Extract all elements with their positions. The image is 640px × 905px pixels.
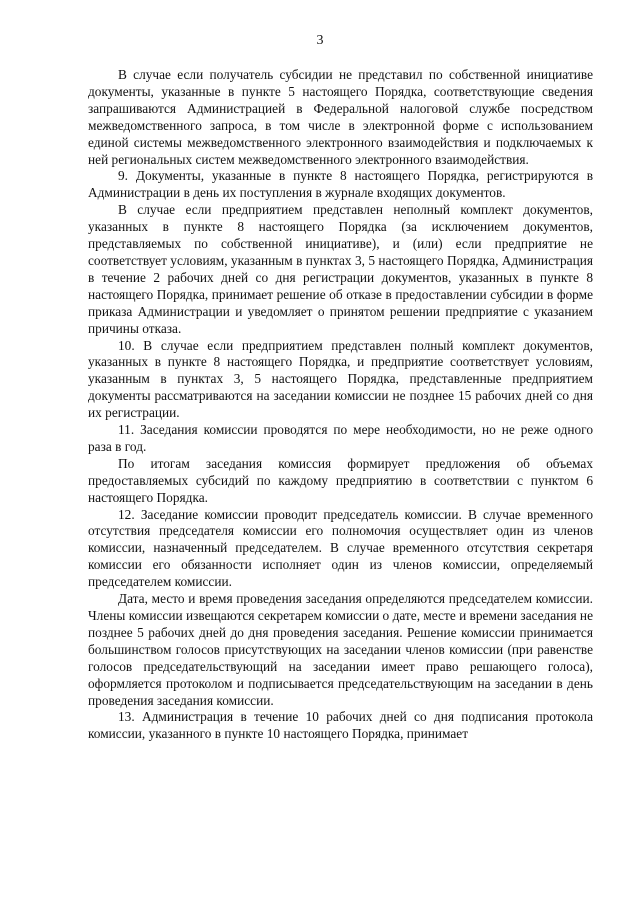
paragraph-meeting-procedure: Дата, место и время проведения заседания определяются председателем комиссии. Члены комиссии извещаются секретарем комиссии о дате, месте и времени заседания не позднее 5 рабочих дней до дня проведения заседания. Решение комиссии принимается большинством голосов присутствующих на заседании членов комиссии (при равенстве голосов председательствующий на заседании имеет право решающего голоса), оформляется протоколом и подписывается председательствующим на заседании в день проведения заседания комиссии. (88, 591, 593, 708)
document-body (88, 67, 593, 743)
page-number: 3 (316, 33, 324, 48)
paragraph-13-administration: 13. Администрация в течение 10 рабочих дней со дня подписания протокола комиссии, указанного в пункте 10 настоящего Порядка, принимает (88, 709, 593, 742)
paragraph-10-review: 10. В случае если предприятием представлен полный комплект документов, указанных в пункте 8 настоящего Порядка, и предприятие соответствует условиям, указанным в пунктах 3, 5 настоящего Порядка, представленные предприятием документы рассматриваются на заседании комиссии не позднее 15 рабочих дней со дня их регистрации. (88, 337, 593, 421)
paragraph-11-meetings: 11. Заседания комиссии проводятся по мере необходимости, но не реже одного раза в год. (88, 422, 593, 454)
paragraph-refusal: В случае если предприятием представлен неполный комплект документов, указанных в пункте 8 настоящего Порядка (за исключением документов, представляемых по собственной инициативе), и (или) если предприятие не соответствует условиям, указанным в пунктах 3, 5 настоящего Порядка, Администрация в течение 2 рабочих дней со дня регистрации документов, указанных в пункте 8 настоящего Порядка, принимает решение об отказе в предоставлении субсидии в форме приказа Администрации и уведомляет о принятом решении предприятие с указанием причины отказа. (88, 202, 593, 336)
paragraph-12-chair: 12. Заседание комиссии проводит председатель комиссии. В случае временного отсутствия председателя комиссии его полномочия осуществляет один из членов комиссии, назначенный председателем. В случае временного отсутствия секретаря комиссии его обязанности исполняет один из членов комиссии, определяемый председателем комиссии. (88, 506, 593, 590)
paragraph-proposals: По итогам заседания комиссия формирует предложения об объемах предоставляемых субсидий по каждому предприятию в соответствии с пунктом 6 настоящего Порядка. (88, 455, 593, 505)
paragraph-9-registration: 9. Документы, указанные в пункте 8 настоящего Порядка, регистрируются в Администрации в день их поступления в журнале входящих документов. (88, 168, 593, 201)
paragraph-tax-request: В случае если получатель субсидии не представил по собственной инициативе документы, указанные в пункте 5 настоящего Порядка, соответствующие сведения запрашиваются Администрацией в Федеральной налоговой службе посредством межведомственного запроса, в том числе в электронной форме с использованием единой системы межведомственного электронного взаимодействия и подключаемых к ней региональных систем межведомственного электронного взаимодействия. (88, 67, 593, 167)
